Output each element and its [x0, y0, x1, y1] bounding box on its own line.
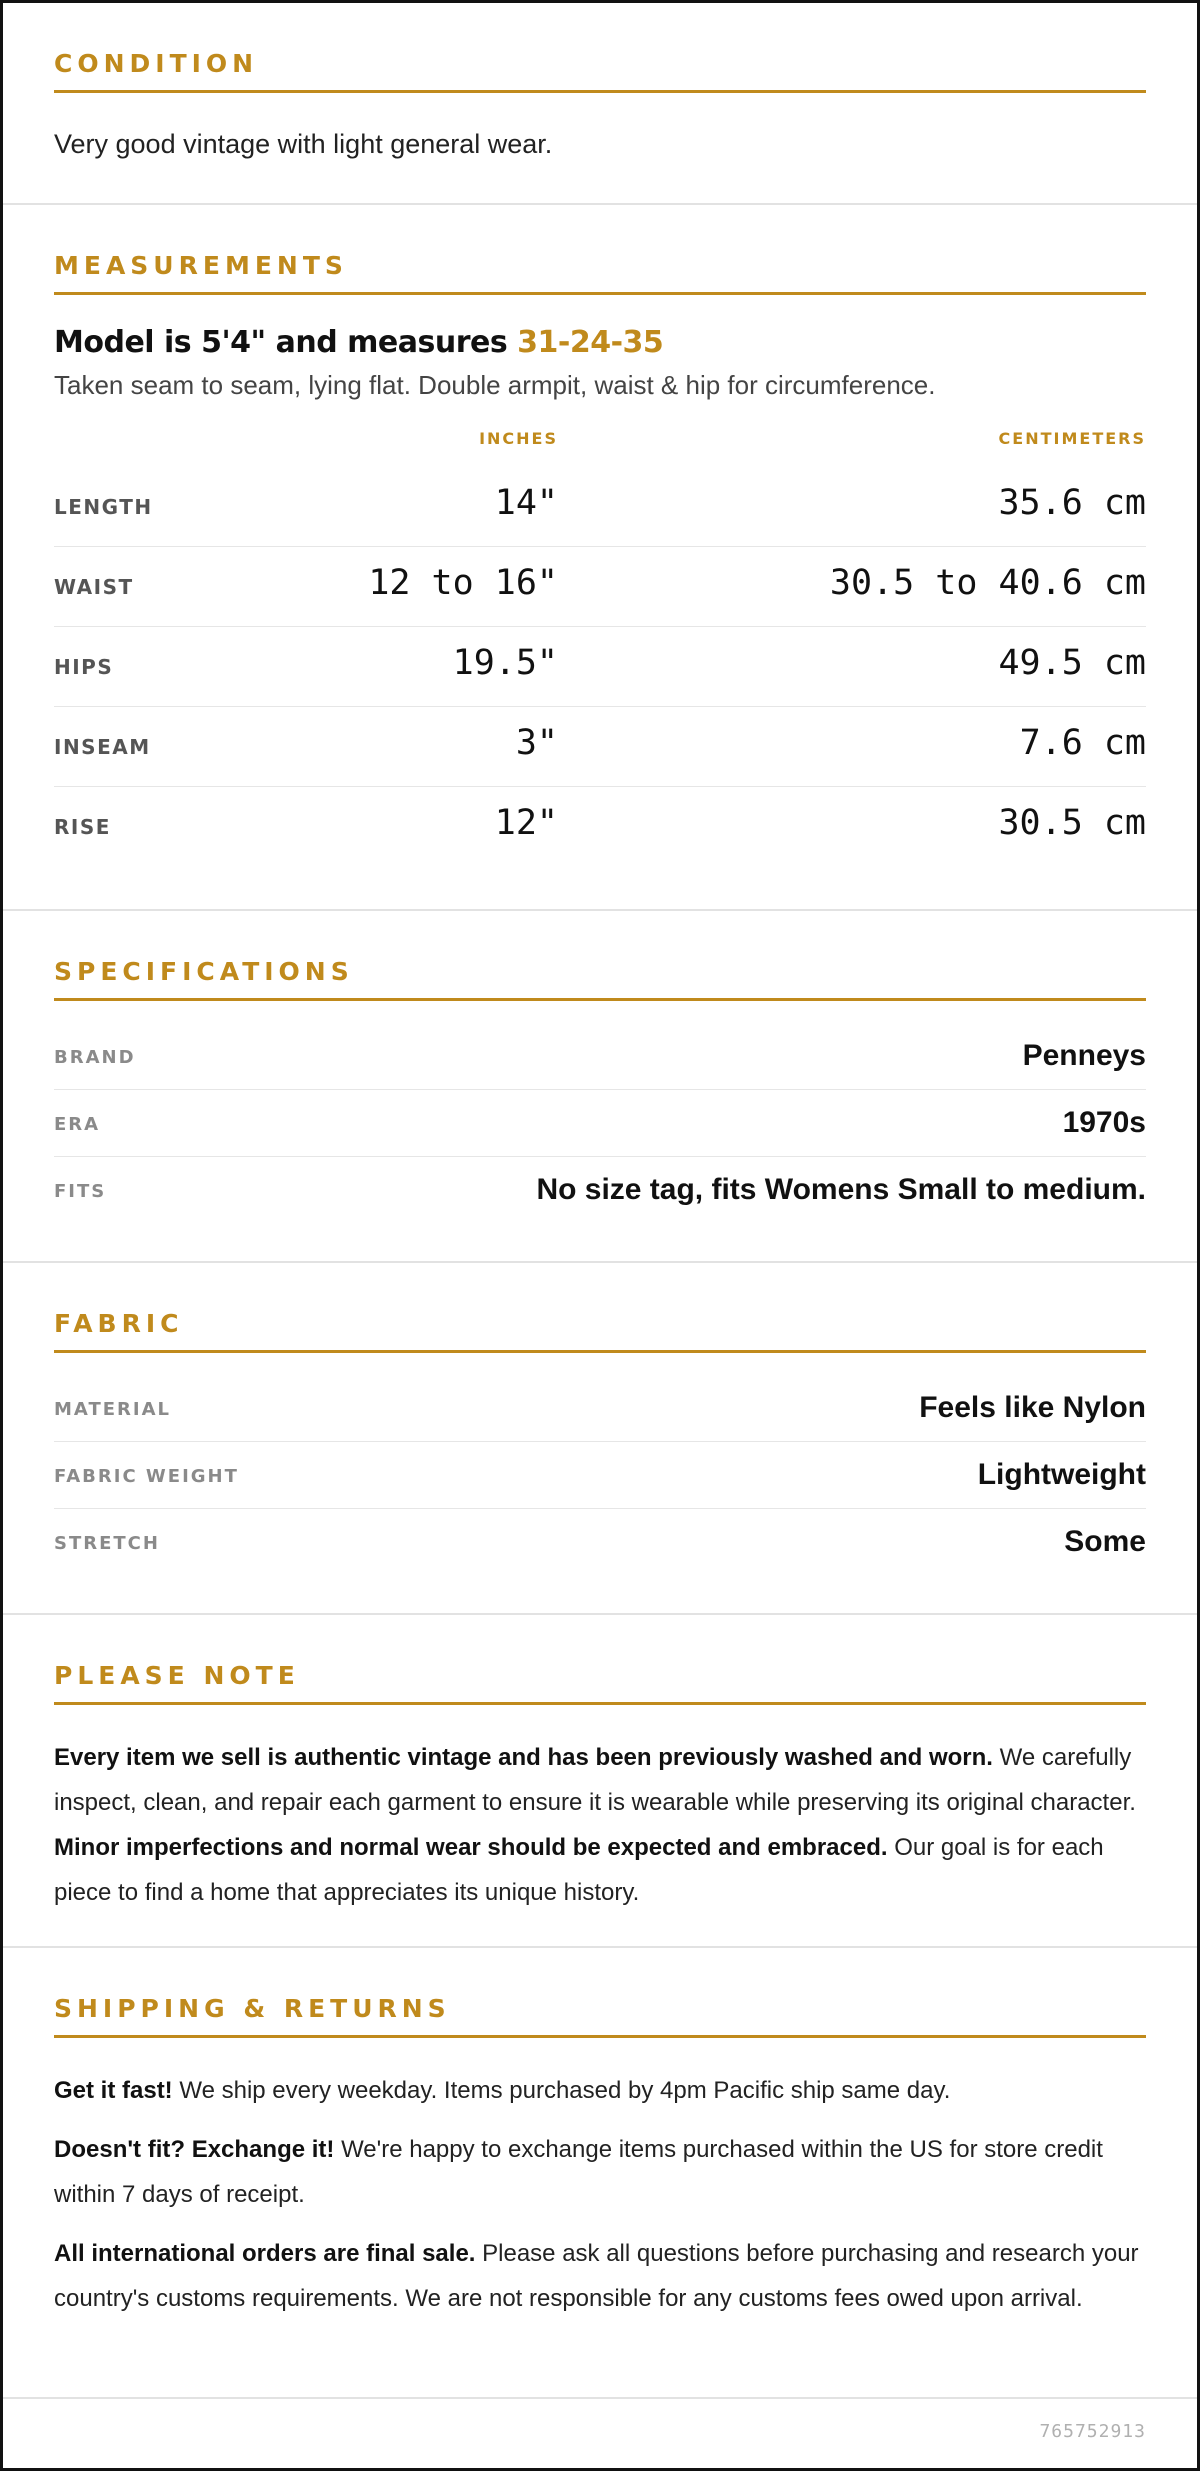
model-measures-value: 31-24-35 [517, 325, 664, 360]
condition-title: CONDITION [54, 51, 1146, 93]
shipping-fast-paragraph [54, 2068, 1146, 2113]
international-text: Please ask all questions before purchasing and research your country's customs requirements. We are not responsible for any customs fees owed upon arrival. [54, 2240, 1139, 2312]
spec-value: Penneys [1022, 1039, 1146, 1072]
shipping-returns-title: SHIPPING & RETURNS [54, 1996, 1146, 2038]
measurement-cm: 30.5 cm [998, 803, 1146, 843]
note-bold-imperfections: Minor imperfections and normal wear should be expected and embraced. [54, 1834, 888, 1861]
measurement-column-headers [54, 429, 1146, 459]
measurement-cm: 7.6 cm [1019, 723, 1146, 763]
international-bold: All international orders are final sale. [54, 2240, 476, 2267]
centimeters-column-header: CENTIMETERS [998, 429, 1146, 448]
please-note-title: PLEASE NOTE [54, 1663, 1146, 1705]
measurement-row-length [54, 467, 1146, 547]
model-measures-prefix: Model is 5'4" and measures [54, 325, 518, 360]
measurement-method-note: Taken seam to seam, lying flat. Double armpit, waist & hip for circumference. [54, 370, 936, 400]
fabric-value: Lightweight [977, 1458, 1146, 1491]
note-bold-authentic: Every item we sell is authentic vintage and has been previously washed and worn. [54, 1744, 993, 1771]
spec-label: FITS [54, 1181, 107, 1202]
international-paragraph [54, 2231, 1146, 2321]
spec-row-brand [54, 1023, 1146, 1090]
fabric-label: STRETCH [54, 1533, 160, 1554]
measurement-rows [54, 467, 1146, 867]
fabric-title: FABRIC [54, 1311, 1146, 1353]
spec-label: BRAND [54, 1047, 136, 1068]
spec-row-era [54, 1090, 1146, 1157]
fabric-row-weight [54, 1442, 1146, 1509]
measurement-label: RISE [54, 815, 111, 839]
measurement-label: HIPS [54, 655, 114, 679]
measurement-label: WAIST [54, 575, 134, 599]
measurement-row-hips [54, 627, 1146, 707]
measurement-inches: 3" [515, 723, 558, 763]
spec-value: 1970s [1062, 1106, 1146, 1139]
please-note-section [3, 1615, 1197, 1948]
specifications-title: SPECIFICATIONS [54, 959, 1146, 1001]
spec-label: ERA [54, 1114, 101, 1135]
condition-text: Very good vintage with light general wear. [54, 129, 553, 159]
measurement-row-waist [54, 547, 1146, 627]
measurement-cm: 30.5 to 40.6 cm [829, 563, 1146, 603]
specifications-section [3, 911, 1197, 1263]
measurement-inches: 12 to 16" [368, 563, 558, 603]
shipping-returns-section [3, 1948, 1197, 2399]
shipping-fast-bold: Get it fast! [54, 2077, 173, 2104]
measurement-row-rise [54, 787, 1146, 867]
condition-section [3, 3, 1197, 205]
measurements-section [3, 205, 1197, 911]
exchange-paragraph [54, 2127, 1146, 2217]
shipping-fast-text: We ship every weekday. Items purchased by 4pm Pacific ship same day. [172, 2077, 951, 2104]
spec-value: No size tag, fits Womens Small to medium. [536, 1173, 1146, 1206]
footer [3, 2399, 1197, 2469]
note-text-inspect: We carefully inspect, clean, and repair each garment to ensure it is wearable while preserving its original character. [54, 1744, 1136, 1816]
fabric-row-stretch [54, 1509, 1146, 1576]
model-measures-line [54, 325, 1146, 360]
measurement-cm: 35.6 cm [998, 483, 1146, 523]
spec-row-fits [54, 1157, 1146, 1224]
sku-number: 765752913 [1039, 2421, 1146, 2442]
measurements-title: MEASUREMENTS [54, 253, 1146, 295]
fabric-section [3, 1263, 1197, 1615]
specifications-rows [54, 1023, 1146, 1224]
fabric-rows [54, 1375, 1146, 1576]
note-text-goal: Our goal is for each piece to find a home that appreciates its unique history. [54, 1834, 1104, 1906]
fabric-label: MATERIAL [54, 1399, 171, 1420]
measurement-inches: 12" [494, 803, 558, 843]
measurement-label: LENGTH [54, 495, 153, 519]
measurement-inches: 19.5" [452, 643, 558, 683]
exchange-text: We're happy to exchange items purchased within the US for store credit within 7 days of receipt. [54, 2136, 1103, 2208]
measurement-cm: 49.5 cm [998, 643, 1146, 683]
fabric-label: FABRIC WEIGHT [54, 1466, 239, 1487]
fabric-value: Some [1064, 1525, 1146, 1558]
please-note-text [54, 1735, 1146, 1915]
inches-column-header: INCHES [479, 429, 558, 448]
exchange-bold: Doesn't fit? Exchange it! [54, 2136, 335, 2163]
measurement-label: INSEAM [54, 735, 151, 759]
shipping-returns-body [54, 2068, 1146, 2321]
measurement-row-inseam [54, 707, 1146, 787]
fabric-value: Feels like Nylon [919, 1391, 1146, 1424]
fabric-row-material [54, 1375, 1146, 1442]
measurement-inches: 14" [494, 483, 558, 523]
